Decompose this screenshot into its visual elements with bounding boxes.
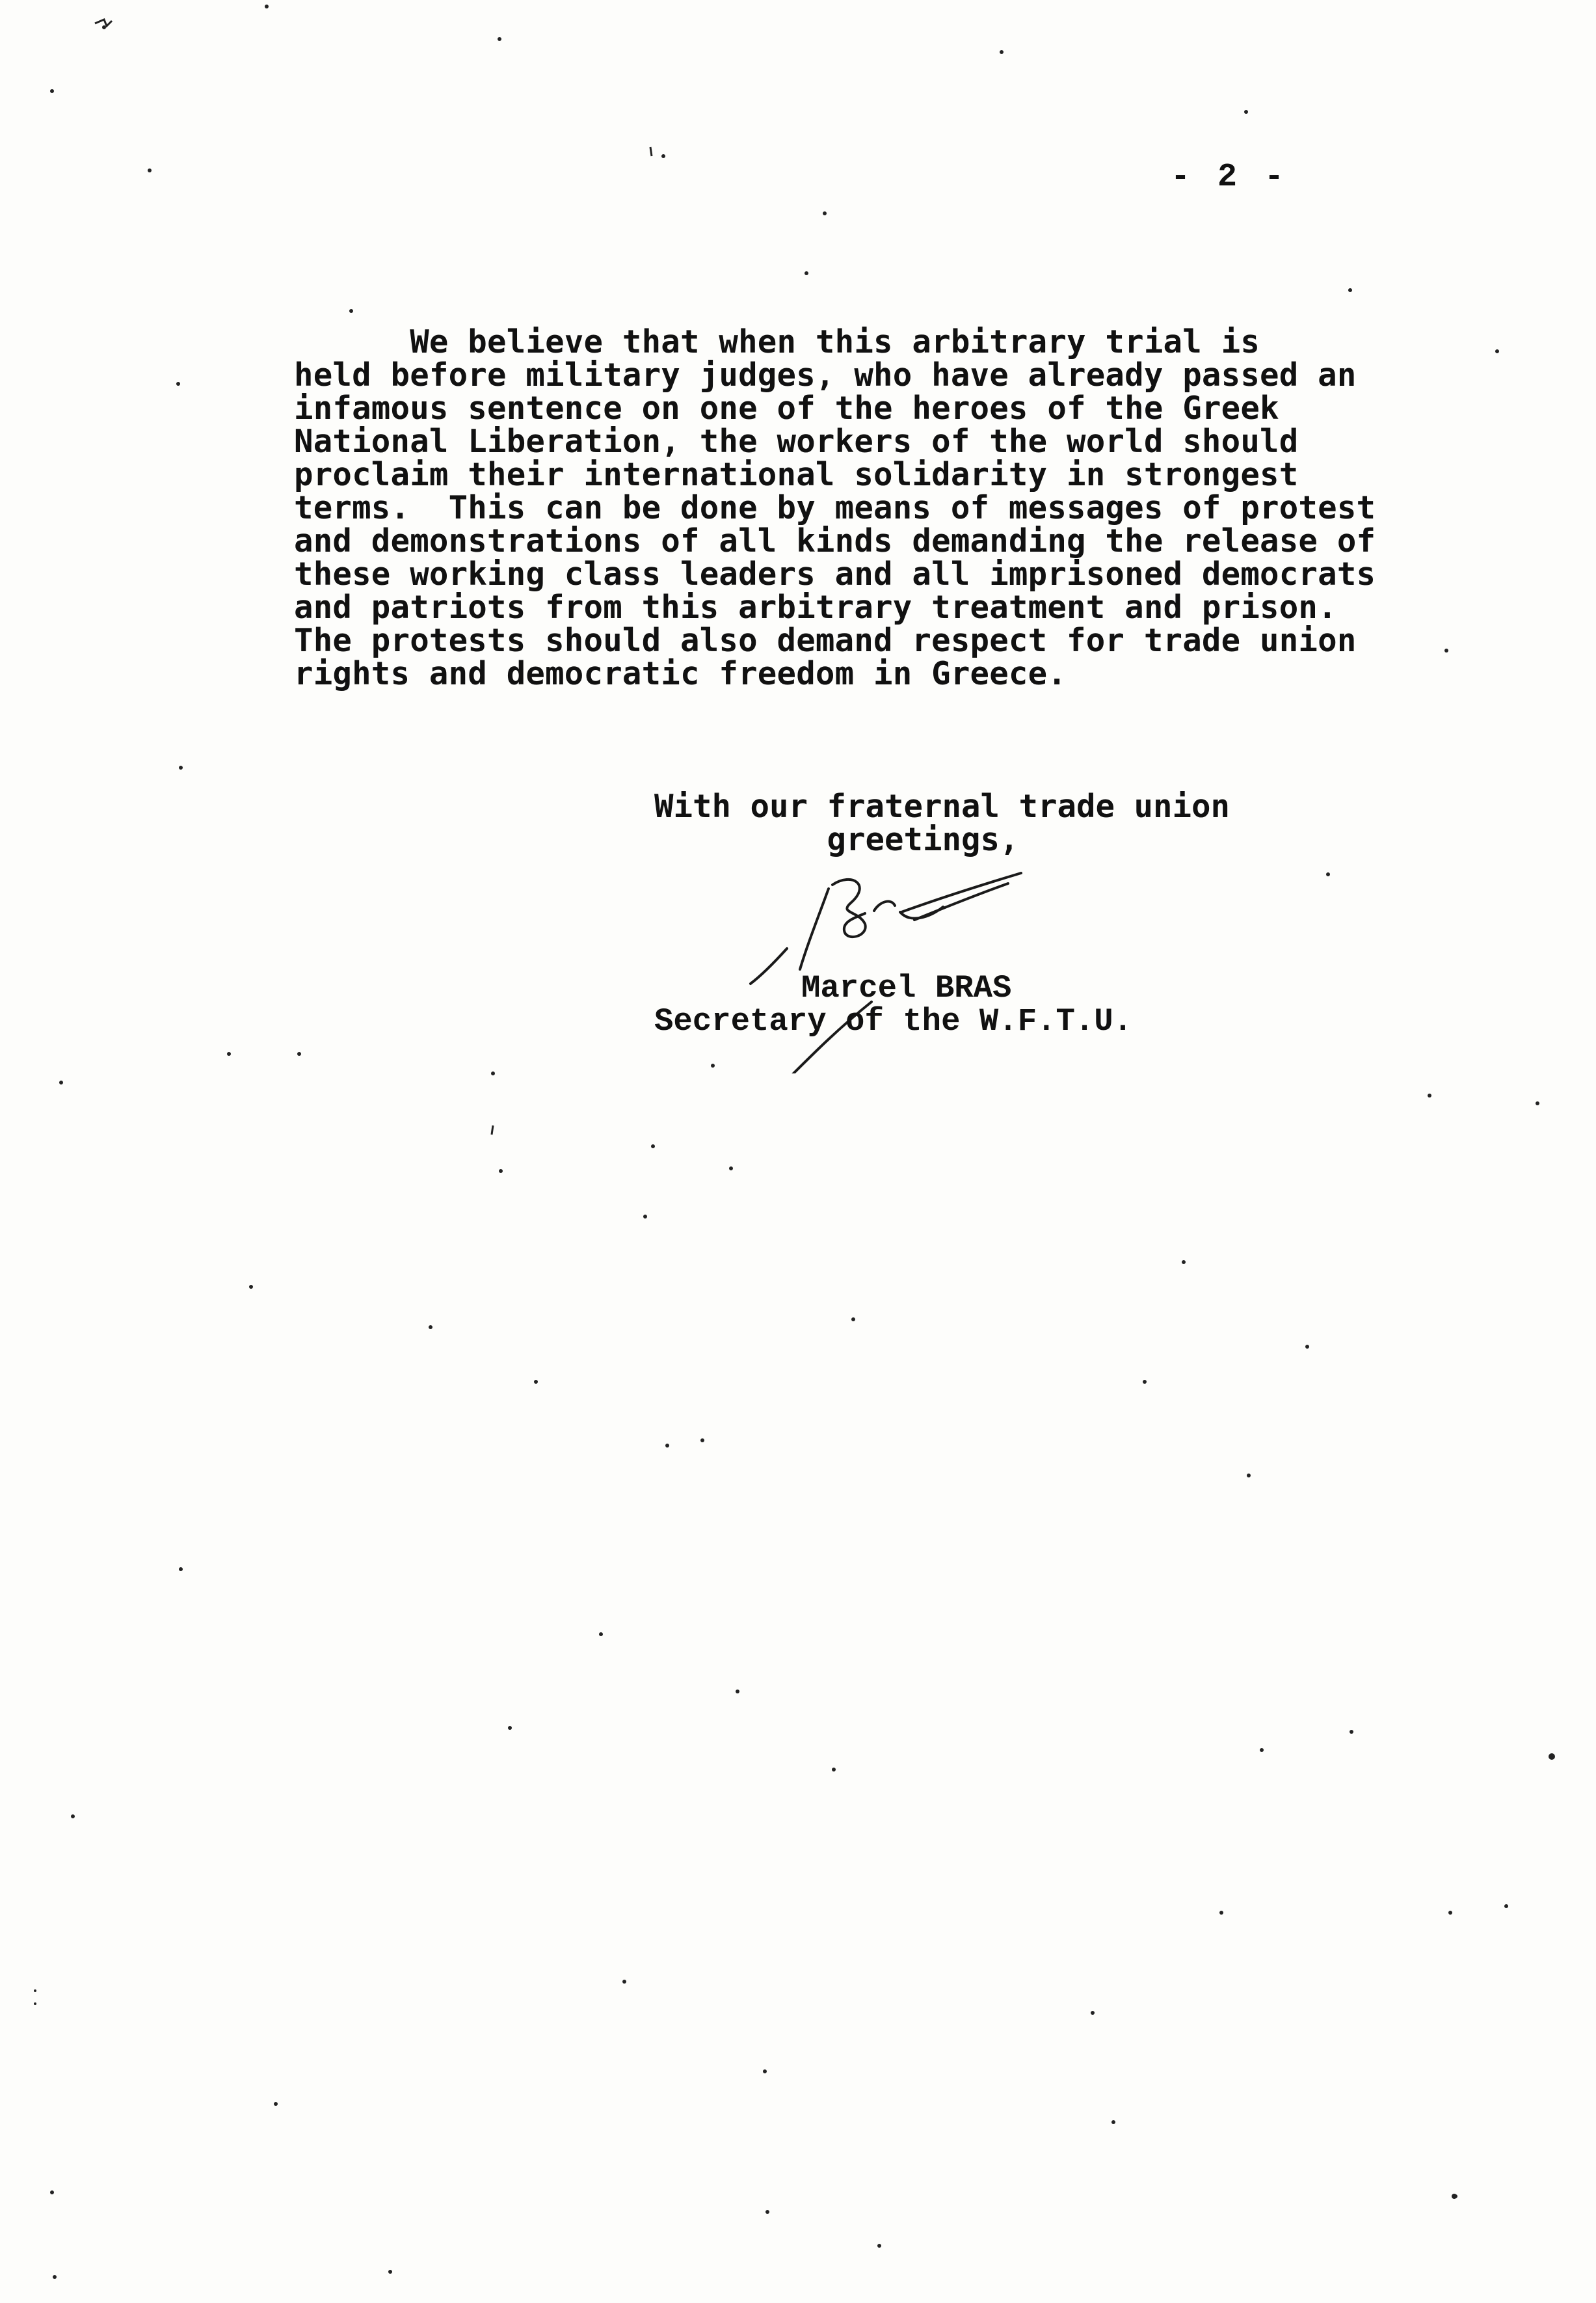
body-line: and demonstrations of all kinds demanding the release of [294, 522, 1376, 559]
body-line: We believe that when this arbitrary trial is [294, 323, 1260, 360]
body-line: proclaim their international solidarity in strongest [294, 456, 1299, 493]
body-line: these working class leaders and all imprisoned democrats [294, 556, 1376, 593]
body-line: The protests should also demand respect for trade union [294, 622, 1357, 659]
signatory-name: Marcel BRAS [801, 970, 1012, 1006]
body-line: National Liberation, the workers of the world should [294, 423, 1299, 460]
body-line: held before military judges, who have already passed an [294, 357, 1357, 394]
closing-line: With our fraternal trade union [654, 788, 1230, 825]
signatory-title: Secretary of the W.F.T.U. [654, 1003, 1133, 1040]
closing-salutation [654, 790, 1230, 856]
body-line: terms. This can be done by means of messages of protest [294, 489, 1376, 526]
letter-body [294, 325, 1376, 690]
body-line: infamous sentence on one of the heroes of the Greek [294, 390, 1279, 427]
body-line: rights and democratic freedom in Greece. [294, 655, 1067, 692]
handwritten-signature [735, 865, 1047, 1073]
page-number: - 2 - [1171, 159, 1288, 196]
body-line: and patriots from this arbitrary treatment and prison. [294, 589, 1337, 626]
closing-line: greetings, [654, 821, 1019, 858]
